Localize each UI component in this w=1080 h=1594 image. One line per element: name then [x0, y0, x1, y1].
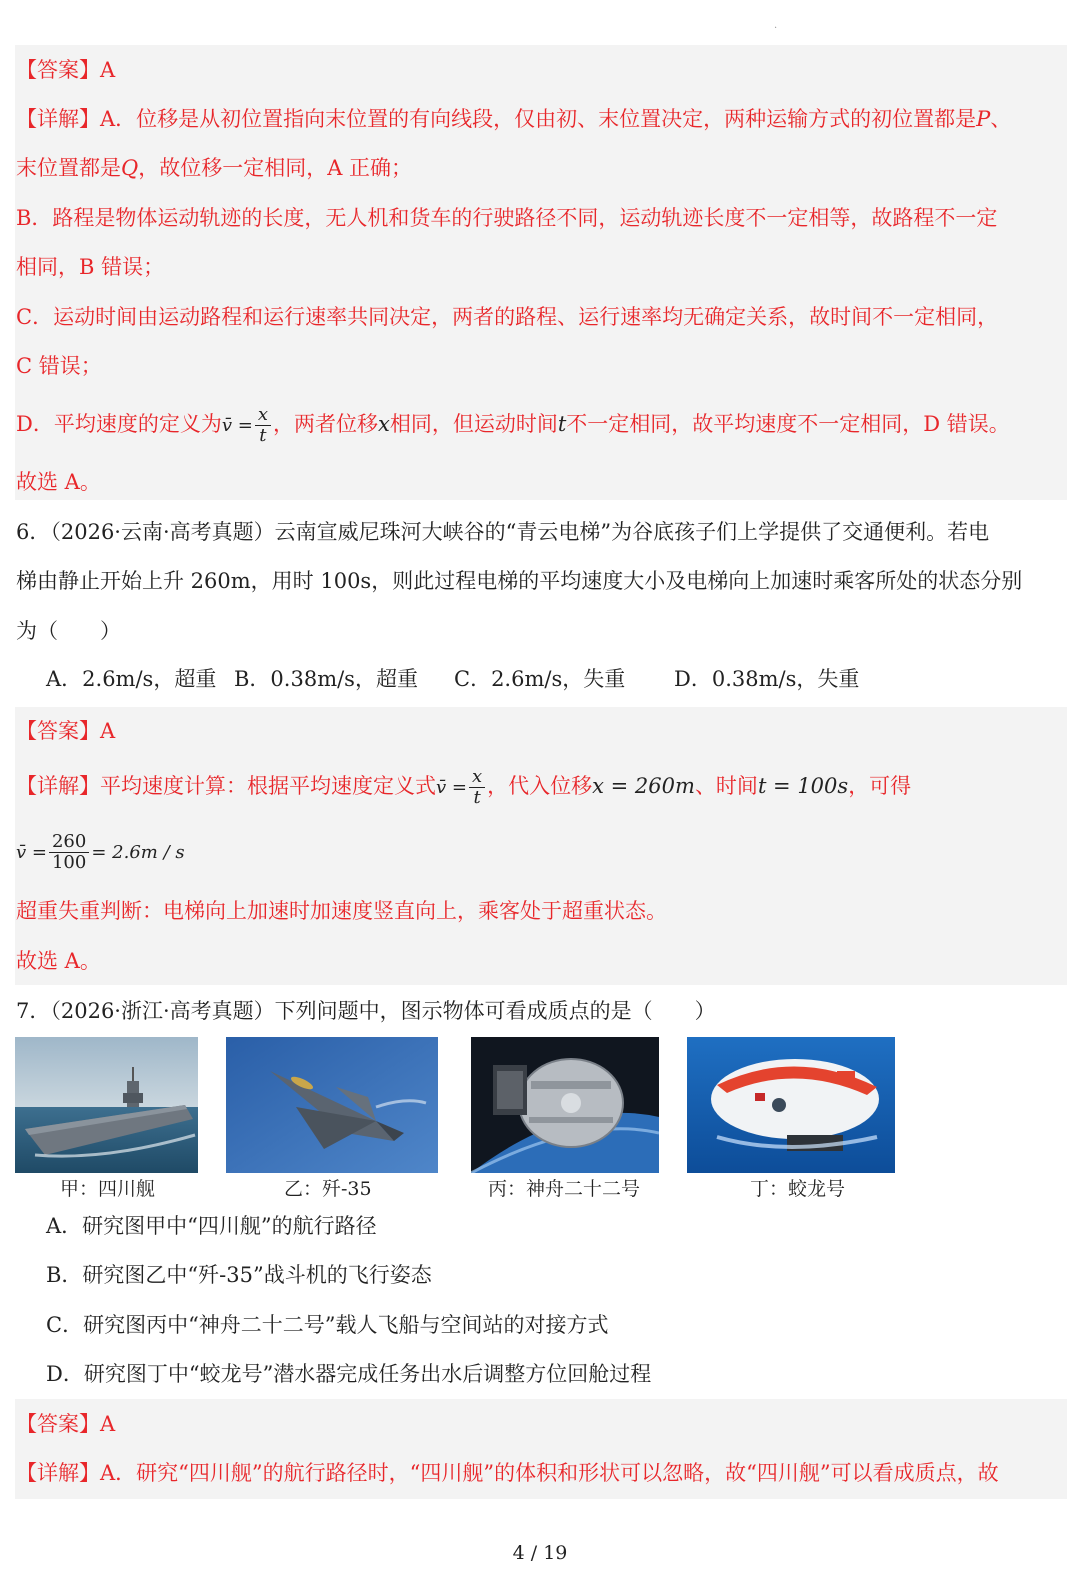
q6-calc-formula: v̄ = $\frac{260}{100}$ = 2.6m / s: [16, 831, 185, 873]
q6-option-d: D．0.38m/s，失重: [674, 667, 860, 691]
q5-answer: 【答案】A: [16, 58, 116, 82]
q7-option-c: C．研究图丙中“神舟二十二号”载人飞船与空间站的对接方式: [46, 1313, 609, 1337]
q6-detail-line1: 【详解】平均速度计算：根据平均速度定义式v̄ = $\frac{x}{t}$ ，代入位移x = 260m、时间t = 100s，可得: [16, 766, 912, 808]
image-shenzhou-22: [471, 1037, 659, 1173]
q6-stem-line2: 梯由静止开始上升 260m，用时 100s，则此过程电梯的平均速度大小及电梯向上加速时乘客所处的状态分别: [16, 569, 1023, 593]
q5-detail-d: D．平均速度的定义为v̄ = $\frac{x}{t}$ ，两者位移x相同，但运动时间t不一定相同，故平均速度不一定相同，D 错误。: [16, 404, 1010, 446]
header-mark: .: [774, 20, 778, 31]
avg-velocity-fraction: $\frac{x}{t}$: [255, 405, 271, 446]
q5-conclusion: 故选 A。: [16, 470, 101, 494]
caption-ding: 丁：蛟龙号: [750, 1178, 846, 1200]
page-number: 4 / 19: [512, 1542, 568, 1564]
q6-option-c: C．2.6m/s，失重: [454, 667, 626, 691]
q7-answer: 【答案】A: [16, 1412, 116, 1436]
q5-detail-a-line1: 【详解】A．位移是从初位置指向末位置的有向线段，仅由初、末位置决定，两种运输方式的初位置都是P、: [16, 107, 1012, 131]
q5-detail-a-line2: 末位置都是Q，故位移一定相同，A 正确；: [16, 156, 413, 180]
q6-option-a: A．2.6m/s，超重: [46, 667, 217, 691]
q6-answer: 【答案】A: [16, 719, 116, 743]
q6-conclusion: 故选 A。: [16, 949, 101, 973]
caption-jia: 甲：四川舰: [60, 1178, 156, 1200]
image-j35-jet: [226, 1037, 438, 1173]
q6-stem-line3: 为（ ）: [16, 619, 121, 643]
q5-detail-b-line1: B．路程是物体运动轨迹的长度，无人机和货车的行驶路径不同，运动轨迹长度不一定相等，故路程不一定: [16, 206, 998, 230]
q7-option-a: A．研究图甲中“四川舰”的航行路径: [46, 1214, 377, 1238]
q5-detail-c-line1: C．运动时间由运动路程和运行速率共同决定，两者的路程、运行速率均无确定关系，故时间不一定相同，: [16, 305, 999, 329]
q6-avg-velocity-fraction: $\frac{x}{t}$: [469, 767, 485, 808]
q5-detail-c-line2: C 错误；: [16, 354, 102, 378]
q6-option-b: B．0.38m/s，超重: [234, 667, 418, 691]
q6-detail-line2: 超重失重判断：电梯向上加速时加速度竖直向上，乘客处于超重状态。: [16, 899, 667, 923]
caption-yi: 乙：歼-35: [284, 1178, 372, 1200]
q7-option-d: D．研究图丁中“蛟龙号”潜水器完成任务出水后调整方位回舱过程: [46, 1362, 652, 1386]
q7-stem: 7．（2026·浙江·高考真题）下列问题中，图示物体可看成质点的是（ ）: [16, 999, 716, 1023]
q7-option-b: B．研究图乙中“歼-35”战斗机的飞行姿态: [46, 1263, 432, 1287]
image-sichuan-ship: [15, 1037, 198, 1173]
avg-velocity-formula-lhs: v̄ =: [221, 415, 253, 436]
image-jiaolong: [687, 1037, 895, 1173]
caption-bing: 丙：神舟二十二号: [488, 1178, 641, 1200]
q6-calc-fraction: $\frac{260}{100}$: [49, 832, 89, 873]
q6-stem-line1: 6．（2026·云南·高考真题）云南宣威尼珠河大峡谷的“青云电梯”为谷底孩子们上学提供了交通便利。若电: [16, 520, 990, 544]
q7-detail: 【详解】A．研究“四川舰”的航行路径时，“四川舰”的体积和形状可以忽略，故“四川舰”可以看成质点，故: [16, 1461, 999, 1485]
q5-detail-b-line2: 相同，B 错误；: [16, 255, 165, 279]
